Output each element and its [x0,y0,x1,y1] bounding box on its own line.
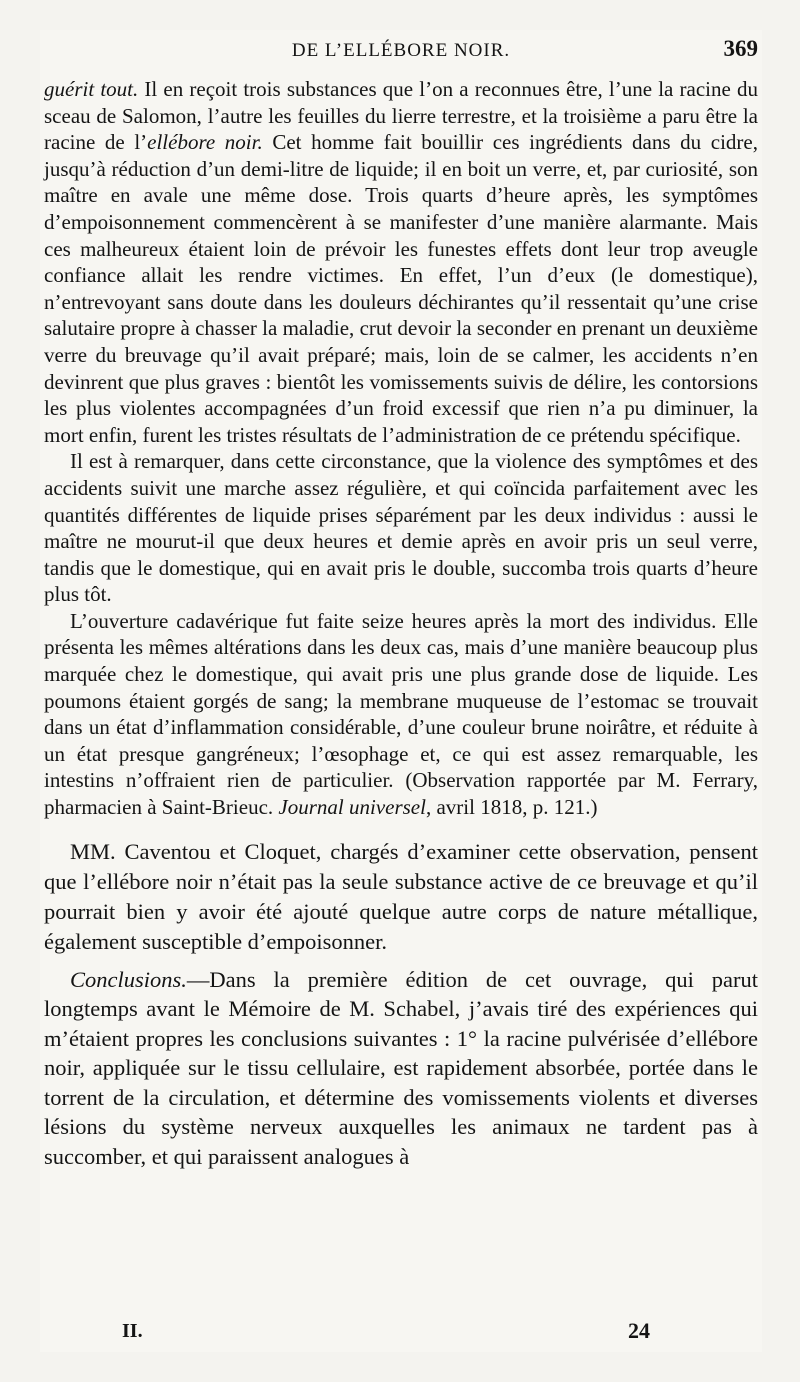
paragraph-3-italic: Journal universel [278,795,426,820]
page-number: 369 [723,36,758,61]
paragraph-1-text-b: Cet homme fait bouillir ces ingrédients dans du cidre, jusqu’à réduction d’un demi-litre de liquide; il en boit un verre, et, par curiosité, son maître en avale une même dose. Trois quarts d’heure après, les symptômes d’empoisonnement commencèrent à se manifester d’une manière alarmante. Mais ces malheureux étaient loin de prévoir les funestes effets dont leur trop aveugle confiance allait les rendre victimes. En effet, l’un d’eux (le domestique), n’entrevoyant sans doute dans les douleurs déchirantes qu’il ressentait qu’une crise salutaire propre à chasser la maladie, crut devoir la seconder en prenant un deuxième verre du breuvage qu’il avait préparé; mais, loin de se calmer, les accidents n’en devinrent que plus graves : bientôt les vomissements suivis de délire, les contorsions les plus violentes accompagnées d’un froid excessif que rien n’a pu diminuer, la mort enfin, furent les tristes résultats de l’administration de ce prétendu spécifique. [44,130,758,447]
running-head [40,34,762,64]
paragraph-5-text: —Dans la première édition de cet ouvrage, qui parut longtemps avant le Mémoire de M. Schabel, j’avais tiré des expériences qui m’étaient propres les conclusions suivantes : 1° la racine pulvérisée d’ellébore noir, appliquée sur le tissu cellulaire, est rapidement absorbée, portée dans le torrent de la circulation, et détermine des vomissements violents et diverses lésions du système nerveux auxquelles les animaux ne tardent pas à succomber, et qui paraissent analogues à [44,966,758,1169]
signature-mark: II. [122,1320,143,1342]
book-page [40,30,762,1352]
gathering-number: 24 [628,1318,650,1343]
paragraph-2: Il est à remarquer, dans cette circonstance, que la violence des symptômes et des accidents suivit une marche assez régulière, et qui coïncida parfaitement avec les quantités différentes de liquide prises séparément par les deux individus : aussi le maître ne mourut-il que deux heures et demie après en avoir pris un seul verre, tandis que le domestique, qui en avait pris le double, succomba trois quarts d’heure plus tôt. [44,449,758,607]
paragraph-1-text-a: Il en reçoit trois substances que l’on a reconnues être, l’une la racine du sceau de Salomon, l’autre les feuilles du lierre terrestre, et la troisième a paru être la racine de l’ [44,77,758,155]
paragraph-3-text-a: L’ouverture cadavérique fut faite seize heures après la mort des individus. Elle présenta les mêmes altérations dans les deux cas, mais d’une manière beaucoup plus marquée chez le domestique, qui avait pris une plus grande dose de liquide. Les poumons étaient gorgés de sang; la membrane muqueuse de l’estomac se trouvait dans un état d’inflammation considérable, d’une couleur brune noirâtre, et réduite à un état presque gangréneux; l’œsophage et, ce qui est assez remarquable, les intestins n’offraient rien de particulier. (Observation rapportée par M. Ferrary, pharmacien à Saint-Brieuc. [44,608,758,820]
paragraph-5-lead: Conclusions. [70,966,187,992]
paragraph-5 [44,965,758,1172]
paragraph-1-italic: ellébore noir. [147,130,263,155]
paragraph-1-lead: guérit tout. [44,77,139,101]
running-title: DE L’ELLÉBORE NOIR. [291,40,511,61]
paragraph-3-text-b: , avril 1818, p. 121.) [425,795,598,820]
body-text [44,76,758,1171]
paragraph-3 [44,608,758,821]
paragraph-1 [44,76,758,448]
paragraph-4: MM. Caventou et Cloquet, chargés d’examiner cette observation, pensent que l’ellébore noir n’était pas la seule substance active de ce breuvage et qu’il pourrait bien y avoir été ajouté quelque autre corps de nature métallique, également susceptible d’empoisonner. [44,838,758,954]
page-footer [40,1318,762,1348]
